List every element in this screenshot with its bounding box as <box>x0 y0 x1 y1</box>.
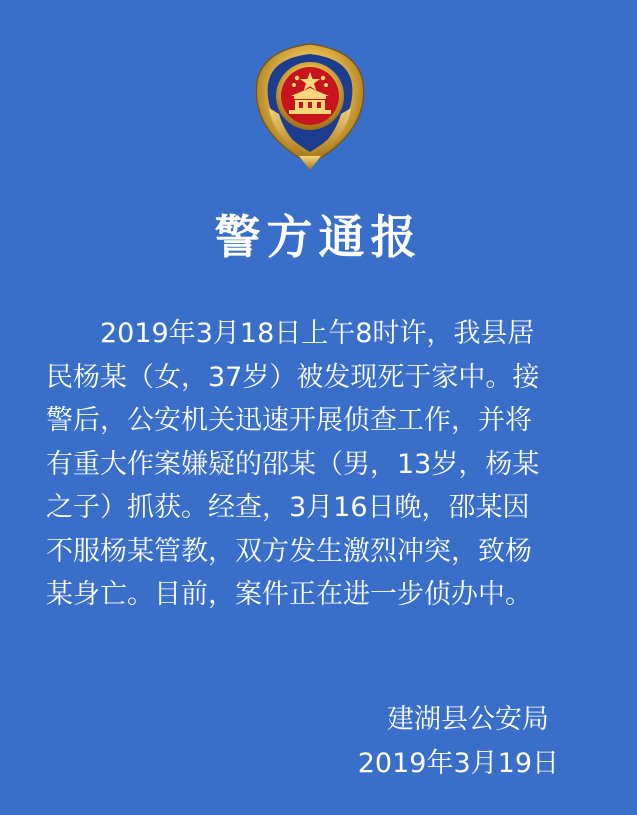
notice-line: 2019年3月18日上午8时许，我县居 <box>100 318 535 349</box>
notice-line: 之子）抓获。经查，3月16日晚，邵某因 <box>46 492 530 523</box>
notice-line: 某身亡。目前，案件正在进一步侦办中。 <box>46 579 532 610</box>
issuer-name: 建湖县公安局 <box>387 704 549 735</box>
police-emblem-icon <box>239 38 381 176</box>
notice-line: 不服杨某管教，双方发生激烈冲突，致杨 <box>46 535 532 567</box>
signature-block <box>357 700 559 784</box>
notice-line: 民杨某（女，37岁）被发现死于家中。接 <box>46 361 540 393</box>
notice-line: 有重大作案嫌疑的邵某（男，13岁，杨某 <box>46 448 540 480</box>
notice-line: 警后，公安机关迅速开展侦查工作，并将 <box>46 405 532 436</box>
notice-title: 警方通报 <box>214 210 423 264</box>
notice-body <box>46 312 598 617</box>
issue-date: 2019年3月19日 <box>357 748 559 779</box>
